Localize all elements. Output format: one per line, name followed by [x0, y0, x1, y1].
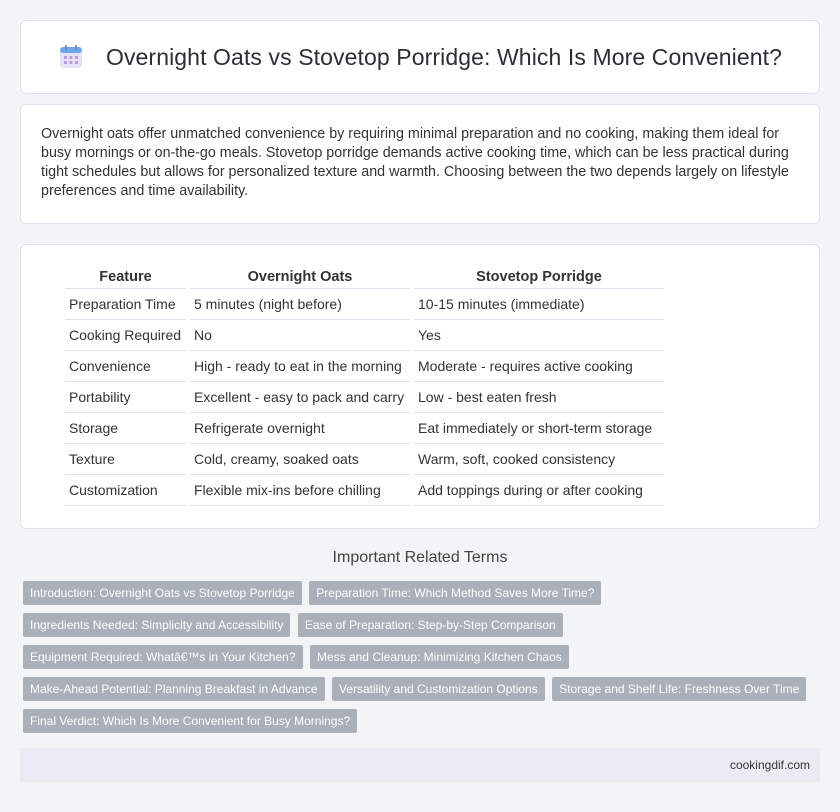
table-cell: Moderate - requires active cooking	[414, 351, 664, 382]
table-cell: 5 minutes (night before)	[190, 289, 410, 320]
table-cell: Customization	[65, 475, 186, 506]
related-term-tag[interactable]: Ease of Preparation: Step-by-Step Comparison	[298, 613, 563, 637]
related-term-tag[interactable]: Ingredients Needed: Simplicity and Accessibility	[23, 613, 290, 637]
table-cell: Cold, creamy, soaked oats	[190, 444, 410, 475]
table-cell: 10-15 minutes (immediate)	[414, 289, 664, 320]
table-cell: Excellent - easy to pack and carry	[190, 382, 410, 413]
related-terms-title: Important Related Terms	[332, 549, 508, 566]
related-term-tag[interactable]: Introduction: Overnight Oats vs Stovetop Porridge	[23, 581, 302, 605]
table-cell: No	[190, 320, 410, 351]
table-cell: Portability	[65, 382, 186, 413]
table-cell: Eat immediately or short-term storage	[414, 413, 664, 444]
table-row	[65, 320, 664, 351]
table-row	[65, 444, 664, 475]
related-term-tag[interactable]: Equipment Required: Whatâ€™s in Your Kitchen?	[23, 645, 303, 669]
table-row	[65, 289, 664, 320]
table-row	[65, 382, 664, 413]
comparison-table	[61, 265, 668, 506]
table-cell: Convenience	[65, 351, 186, 382]
table-cell: High - ready to eat in the morning	[190, 351, 410, 382]
table-cell: Texture	[65, 444, 186, 475]
table-row	[65, 413, 664, 444]
related-term-tag[interactable]: Mess and Cleanup: Minimizing Kitchen Chaos	[310, 645, 569, 669]
page-title: Overnight Oats vs Stovetop Porridge: Which Is More Convenient?	[105, 43, 783, 70]
table-header-row	[65, 265, 664, 289]
table-cell: Flexible mix-ins before chilling	[190, 475, 410, 506]
footer	[20, 748, 820, 782]
table-row	[65, 475, 664, 506]
related-term-tag[interactable]: Preparation Time: Which Method Saves More Time?	[309, 581, 601, 605]
table-cell: Yes	[414, 320, 664, 351]
related-term-tag[interactable]: Final Verdict: Which Is More Convenient for Busy Mornings?	[23, 709, 357, 733]
header-card	[20, 20, 820, 94]
footer-site[interactable]: cookingdif.com	[729, 758, 810, 772]
table-cell: Preparation Time	[65, 289, 186, 320]
table-cell: Add toppings during or after cooking	[414, 475, 664, 506]
table-cell: Refrigerate overnight	[190, 413, 410, 444]
table-cell: Low - best eaten fresh	[414, 382, 664, 413]
intro-card	[20, 104, 820, 224]
table-cell: Cooking Required	[65, 320, 186, 351]
related-terms-list	[20, 581, 820, 741]
table-cell: Warm, soft, cooked consistency	[414, 444, 664, 475]
table-cell: Storage	[65, 413, 186, 444]
column-header: Feature	[65, 265, 186, 289]
calendar-icon	[58, 44, 84, 70]
column-header: Overnight Oats	[190, 265, 410, 289]
related-term-tag[interactable]: Make-Ahead Potential: Planning Breakfast in Advance	[23, 677, 325, 701]
related-term-tag[interactable]: Versatility and Customization Options	[332, 677, 545, 701]
column-header: Stovetop Porridge	[414, 265, 664, 289]
intro-text: Overnight oats offer unmatched convenience by requiring minimal preparation and no cooking, making them ideal for busy mornings or on-the-go meals. Stovetop porridge demands active cooking time, which can be less practical during tight schedules but allows for personalized texture and warmth. Choosing between the two depends largely on lifestyle preferences and time availability.	[41, 126, 789, 199]
related-term-tag[interactable]: Storage and Shelf Life: Freshness Over Time	[552, 677, 806, 701]
table-row	[65, 351, 664, 382]
comparison-card	[20, 244, 820, 529]
